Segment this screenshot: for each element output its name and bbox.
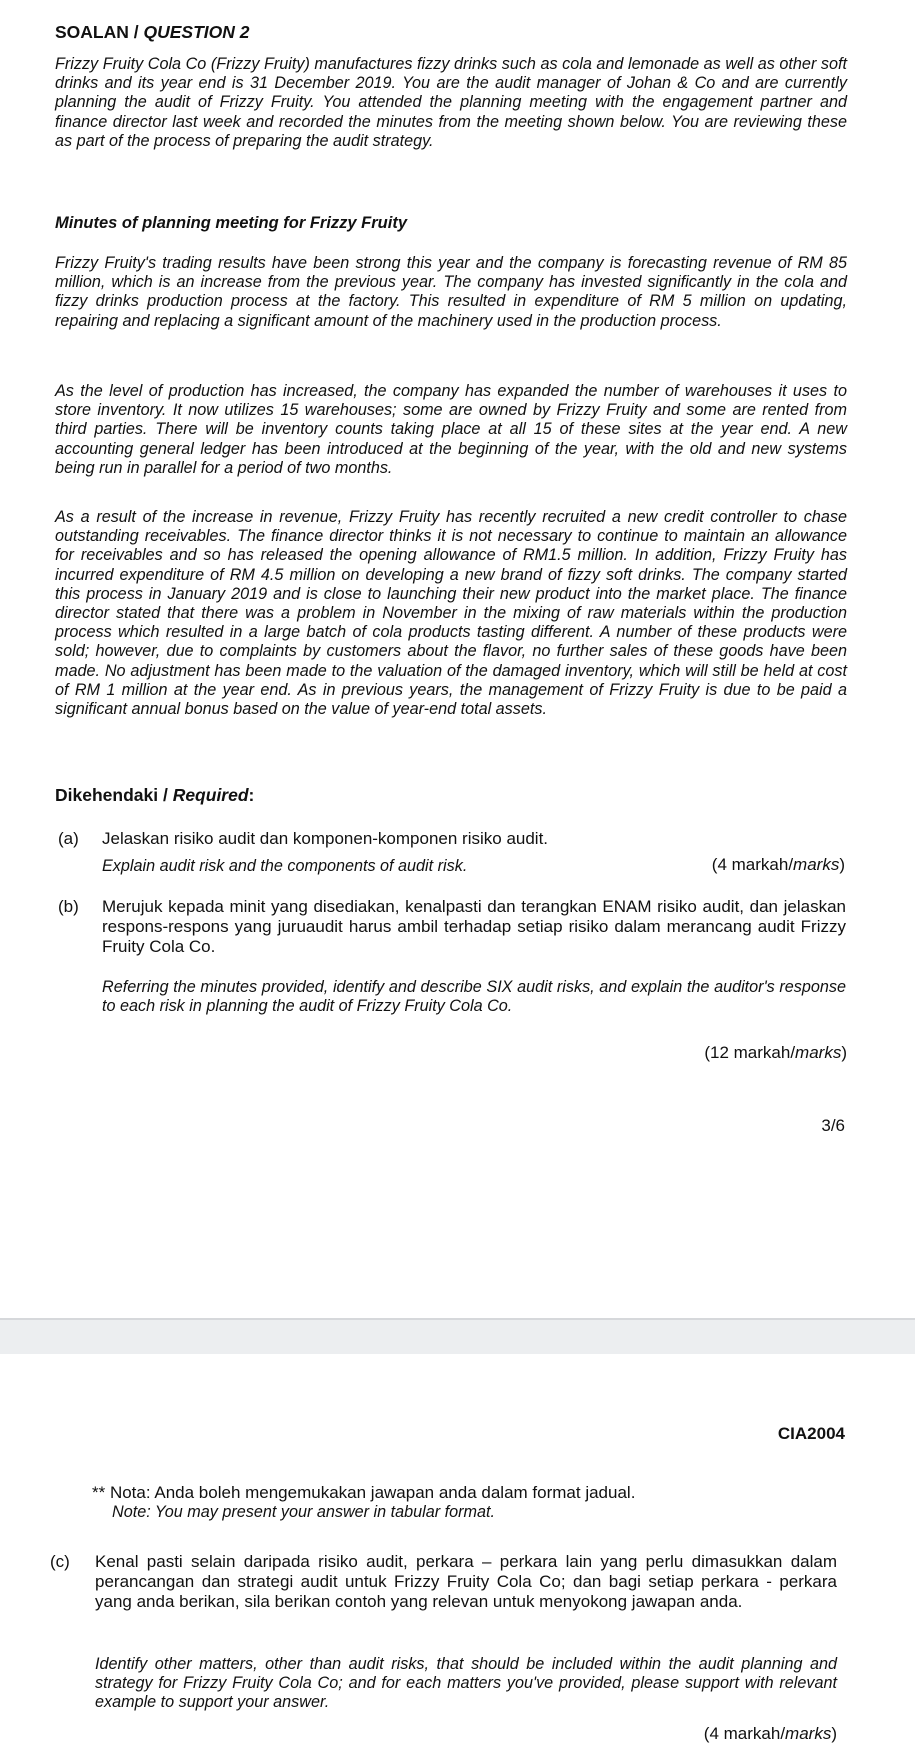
question-a-label: (a) [58, 829, 79, 848]
question-c-marks: (4 markah/marks) [703, 1724, 837, 1743]
required-heading: Dikehendaki / Required: [55, 785, 255, 805]
question-b-label: (b) [58, 897, 79, 916]
question-a-malay: Jelaskan risiko audit dan komponen-komponen risiko audit. [102, 829, 549, 848]
minutes-title: Minutes of planning meeting for Frizzy Fruity [55, 214, 408, 232]
note-malay: ** Nota: Anda boleh mengemukakan jawapan anda dalam format jadual. [92, 1483, 636, 1502]
question-b-marks: (12 markah/marks) [704, 1043, 847, 1062]
question-b-english: Referring the minutes provided, identify and describe SIX audit risks, and explain the auditor's response to each risk in planning the audit of Frizzy Fruity Cola Co. [102, 978, 846, 1015]
question-a-english: Explain audit risk and the components of audit risk. [102, 857, 468, 875]
question-c-label: (c) [50, 1552, 70, 1571]
course-code: CIA2004 [777, 1424, 845, 1443]
question-heading: SOALAN / QUESTION 2 [55, 22, 250, 42]
question-c-malay: Kenal pasti selain daripada risiko audit, perkara – perkara lain yang perlu dimasukkan dalam perancangan dan strategi audit untuk Frizzy Fruity Cola Co; dan bagi setiap perkara - perkara yang anda berikan, sila berikan contoh yang relevan untuk menyokong jawapan anda. [95, 1552, 837, 1611]
exam-page-4 [0, 1354, 915, 1759]
page-separator [0, 1318, 915, 1354]
question-a-marks: (4 markah/marks) [711, 855, 845, 874]
minutes-paragraph-1: Frizzy Fruity's trading results have been strong this year and the company is forecasting revenue of RM 85 million, which is an increase from the previous year. The company has invested significantly in the cola and fizzy drinks production process at the factory. This resulted in expenditure of RM 5 million on updating, repairing and replacing a significant amount of the machinery used in the production process. [55, 254, 847, 330]
question-b-malay: Merujuk kepada minit yang disediakan, kenalpasti dan terangkan ENAM risiko audit, dan jelaskan respons-respons yang juruaudit harus ambil terhadap setiap risiko dalam merancang audit Frizzy Fruity Cola Co. [102, 897, 846, 956]
page-number: 3/6 [821, 1116, 845, 1135]
minutes-paragraph-3: As a result of the increase in revenue, Frizzy Fruity has recently recruited a new credit controller to chase outstanding receivables. The finance director thinks it is not necessary to continue to maintain an allowance for receivables and so has released the opening allowance of RM1.5 million. In addition, Frizzy Fruity has incurred expenditure of RM 4.5 million on developing a new brand of fizzy soft drinks. The company started this process in January 2019 and is close to launching their new product into the market place. The finance director stated that there was a problem in November in the mixing of raw materials within the production process which resulted in a large batch of cola products tasting different. A number of these products were sold; however, due to complaints by customers about the flavor, no further sales of these goods have been made. No adjustment has been made to the valuation of the damaged inventory, which will still be held at cost of RM 1 million at the year end. As in previous years, the management of Frizzy Fruity is due to be paid a significant annual bonus based on the value of year-end total assets. [55, 508, 847, 719]
note-english: Note: You may present your answer in tabular format. [112, 1503, 495, 1521]
question-c-english: Identify other matters, other than audit risks, that should be included within the audit planning and strategy for Frizzy Fruity Cola Co; and for each matters you've provided, please support with relevant example to support your answer. [95, 1655, 837, 1711]
minutes-paragraph-2: As the level of production has increased, the company has expanded the number of warehouses it uses to store inventory. It now utilizes 15 warehouses; some are owned by Frizzy Fruity and some are rented from third parties. There will be inventory counts taking place at all 15 of these sites at the year end. A new accounting general ledger has been introduced at the beginning of the year, with the old and new systems being run in parallel for a period of two months. [55, 382, 847, 477]
intro-paragraph: Frizzy Fruity Cola Co (Frizzy Fruity) manufactures fizzy drinks such as cola and lemonade as well as other soft drinks and its year end is 31 December 2019. You are the audit manager of Johan & Co and are currently planning the audit of Frizzy Fruity. You attended the planning meeting with the engagement partner and finance director last week and recorded the minutes from the meeting shown below. You are reviewing these as part of the process of preparing the audit strategy. [55, 55, 847, 150]
